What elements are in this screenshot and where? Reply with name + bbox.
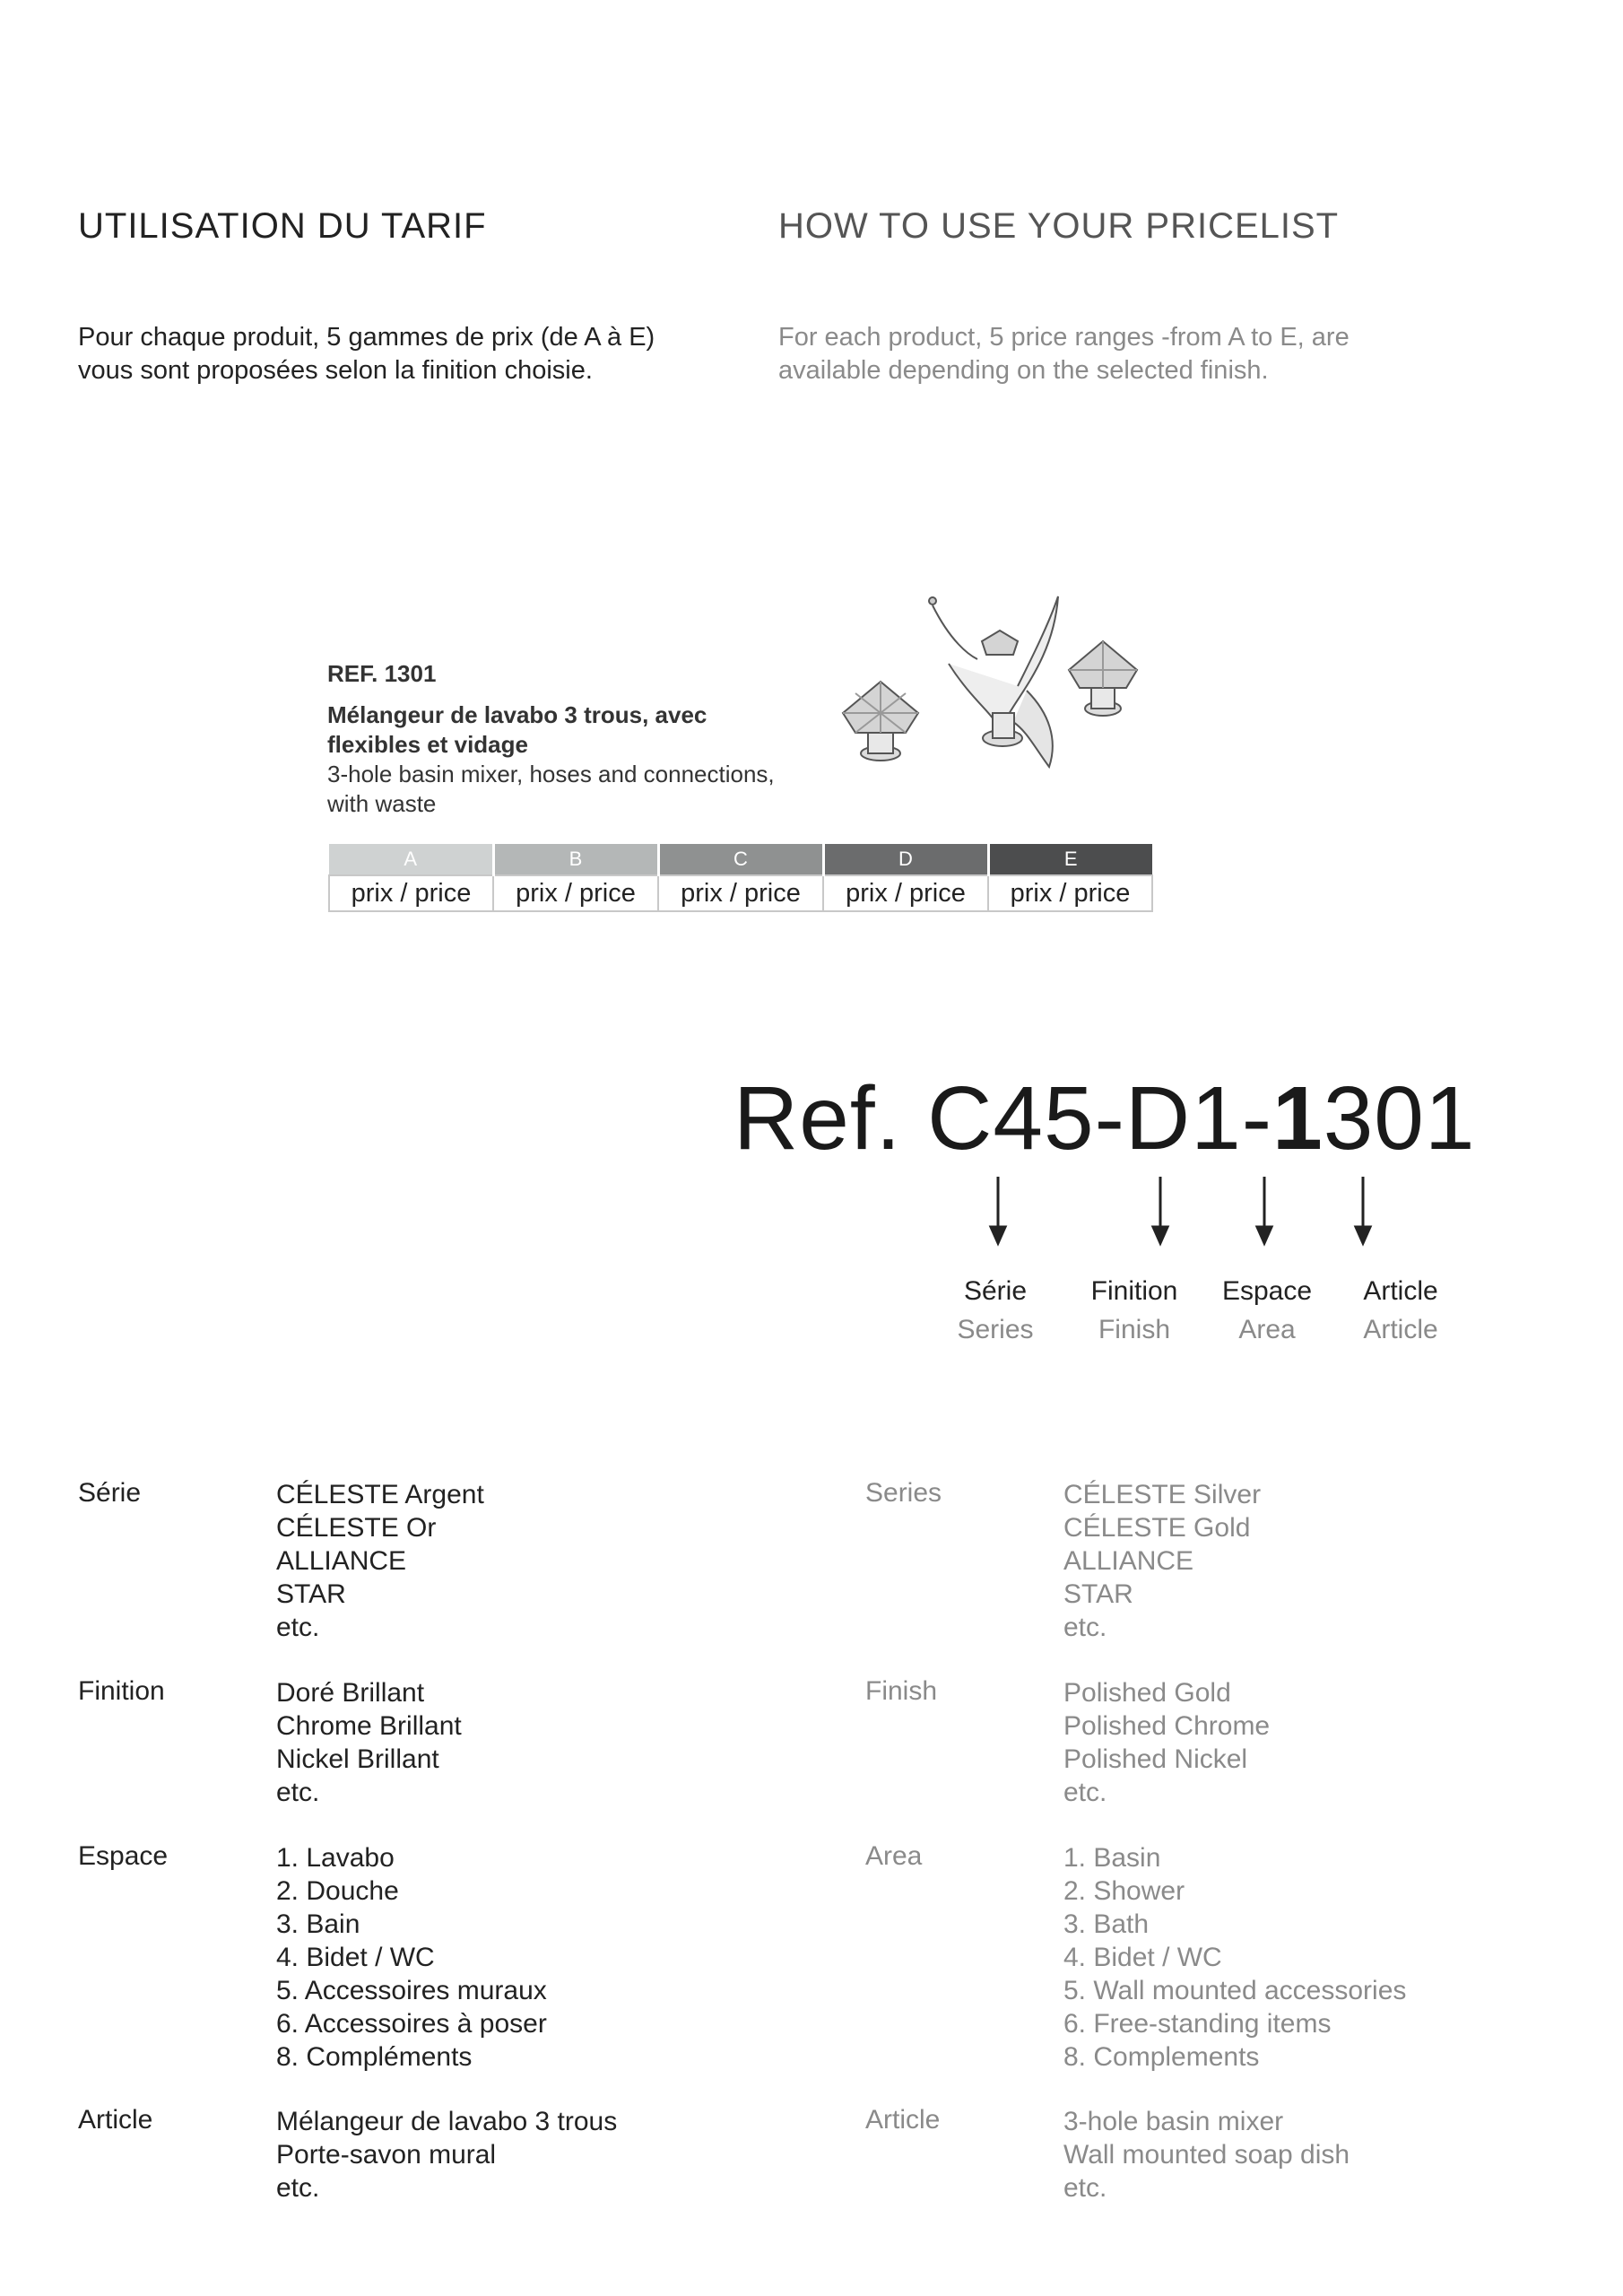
- list-item: 6. Free-standing items: [1063, 2009, 1332, 2039]
- price-range-value: prix / price: [988, 875, 1152, 911]
- intro-fr-line: Pour chaque produit, 5 gammes de prix (de A à E): [78, 323, 655, 352]
- ref-label-fr: Espace: [1221, 1276, 1313, 1306]
- list-item: CÉLESTE Silver: [1063, 1480, 1262, 1509]
- card-title-en: 3-hole basin mixer, hoses and connections,: [327, 761, 775, 787]
- list-item: 5. Wall mounted accessories: [1063, 1976, 1407, 2005]
- arrow-down-icon: [1257, 1227, 1271, 1243]
- price-range-header: A: [329, 844, 493, 875]
- price-range-header: D: [823, 844, 988, 875]
- legend-label-en: Finish: [865, 1676, 938, 1706]
- list-item: 3-hole basin mixer: [1063, 2107, 1284, 2136]
- list-item: Polished Nickel: [1063, 1744, 1248, 1774]
- list-item: 3. Bain: [276, 1909, 360, 1939]
- legend-list-en: [1063, 1841, 1406, 2074]
- legend-list-fr: [276, 1478, 484, 1644]
- legend-label-en: Area: [865, 1841, 923, 1871]
- legend-list-fr: [276, 2105, 617, 2205]
- ref-label-fr: Article: [1363, 1276, 1438, 1306]
- list-item: 3. Bath: [1063, 1909, 1150, 1939]
- list-item: etc.: [1063, 2173, 1107, 2203]
- price-range-header: E: [988, 844, 1152, 875]
- basin-mixer-illustration: [834, 587, 1166, 789]
- intro-en-line: For each product, 5 price ranges -from A to E, are: [778, 323, 1350, 352]
- intro-fr: [78, 321, 655, 387]
- legend-list-fr: [276, 1841, 547, 2074]
- title-fr: UTILISATION DU TARIF: [78, 206, 487, 246]
- list-item: Wall mounted soap dish: [1063, 2140, 1350, 2170]
- list-item: STAR: [276, 1579, 346, 1609]
- ref-label-fr: Finition: [1090, 1276, 1178, 1306]
- arrow-down-icon: [1356, 1227, 1370, 1243]
- intro-fr-line: vous sont proposées selon la finition choisie.: [78, 356, 593, 385]
- price-range-value: prix / price: [493, 875, 658, 911]
- list-item: CÉLESTE Or: [276, 1513, 437, 1543]
- price-range-value: prix / price: [823, 875, 988, 911]
- list-item: 1. Lavabo: [276, 1843, 395, 1873]
- ref-label-fr: Série: [963, 1276, 1028, 1306]
- card-title-en: with waste: [327, 790, 437, 817]
- legend-label-fr: Série: [78, 1478, 142, 1508]
- legend-list-en: [1063, 2105, 1350, 2205]
- list-item: etc.: [276, 1778, 320, 1807]
- arrow-down-icon: [1153, 1227, 1167, 1243]
- list-item: etc.: [1063, 1613, 1107, 1642]
- price-range-header: C: [658, 844, 823, 875]
- ref-label-en: Area: [1238, 1315, 1296, 1344]
- list-item: Doré Brillant: [276, 1678, 425, 1708]
- legend-label-fr: Espace: [78, 1841, 169, 1871]
- list-item: etc.: [276, 2173, 320, 2203]
- legend-label-fr: Finition: [78, 1676, 165, 1706]
- list-item: 8. Compléments: [276, 2042, 473, 2072]
- ref-label-en: Finish: [1098, 1315, 1171, 1344]
- reference-prefix: Ref. C45-D1-: [733, 1068, 1273, 1169]
- list-item: Porte-savon mural: [276, 2140, 497, 2170]
- price-range-value: prix / price: [329, 875, 493, 911]
- list-item: Nickel Brillant: [276, 1744, 439, 1774]
- list-item: Mélangeur de lavabo 3 trous: [276, 2107, 618, 2136]
- list-item: CÉLESTE Gold: [1063, 1513, 1251, 1543]
- list-item: 4. Bidet / WC: [276, 1943, 435, 1972]
- card-ref: REF. 1301: [327, 660, 437, 687]
- reference-bold-digit: 1: [1272, 1068, 1324, 1169]
- list-item: Polished Gold: [1063, 1678, 1231, 1708]
- list-item: 4. Bidet / WC: [1063, 1943, 1222, 1972]
- list-item: 5. Accessoires muraux: [276, 1976, 547, 2005]
- ref-label-area: [1195, 1272, 1339, 1349]
- title-en: HOW TO USE YOUR PRICELIST: [778, 206, 1340, 246]
- list-item: 1. Basin: [1063, 1843, 1161, 1873]
- ref-label-series: [924, 1272, 1067, 1349]
- price-range-header: B: [493, 844, 658, 875]
- ref-label-en: Article: [1363, 1315, 1438, 1344]
- intro-en: [778, 321, 1350, 387]
- legend-label-en: Article: [865, 2105, 941, 2135]
- legend-list-fr: [276, 1676, 462, 1809]
- list-item: 6. Accessoires à poser: [276, 2009, 547, 2039]
- ref-label-article: [1329, 1272, 1472, 1349]
- legend-list-en: [1063, 1478, 1261, 1644]
- ref-label-finish: [1063, 1272, 1206, 1349]
- card-title-fr: Mélangeur de lavabo 3 trous, avec: [327, 701, 707, 728]
- list-item: etc.: [276, 1613, 320, 1642]
- list-item: 2. Douche: [276, 1876, 399, 1906]
- list-item: 2. Shower: [1063, 1876, 1185, 1906]
- list-item: 8. Complements: [1063, 2042, 1260, 2072]
- list-item: Polished Chrome: [1063, 1711, 1271, 1741]
- list-item: STAR: [1063, 1579, 1133, 1609]
- price-range-value: prix / price: [658, 875, 823, 911]
- list-item: etc.: [1063, 1778, 1107, 1807]
- list-item: CÉLESTE Argent: [276, 1480, 484, 1509]
- list-item: Chrome Brillant: [276, 1711, 462, 1741]
- arrow-down-icon: [991, 1227, 1005, 1243]
- ref-label-en: Series: [957, 1315, 1034, 1344]
- reference-code: [733, 1067, 1476, 1170]
- price-range-table: [328, 844, 1153, 912]
- intro-en-line: available depending on the selected finish.: [778, 356, 1269, 385]
- reference-arrows: [968, 1175, 1399, 1247]
- example-card: [327, 660, 775, 819]
- card-title-fr: flexibles et vidage: [327, 731, 528, 758]
- list-item: ALLIANCE: [1063, 1546, 1194, 1576]
- legend-label-en: Series: [865, 1478, 942, 1508]
- reference-suffix: 301: [1323, 1068, 1476, 1169]
- list-item: ALLIANCE: [276, 1546, 407, 1576]
- legend-label-fr: Article: [78, 2105, 153, 2135]
- legend-list-en: [1063, 1676, 1270, 1809]
